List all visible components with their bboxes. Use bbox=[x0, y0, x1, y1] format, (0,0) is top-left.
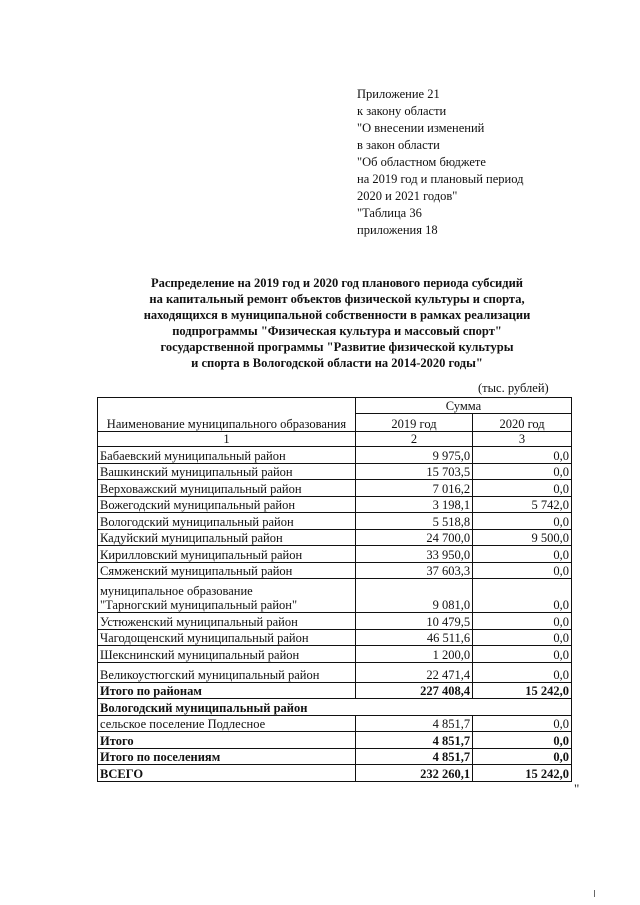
table-row bbox=[98, 715, 572, 732]
amount-2020: 5 742,0 bbox=[473, 496, 572, 513]
amount-2019: 5 518,8 bbox=[355, 513, 472, 530]
table-row bbox=[98, 579, 572, 613]
table-row bbox=[98, 480, 572, 497]
amount-2019: 22 471,4 bbox=[355, 662, 472, 682]
table-row bbox=[98, 529, 572, 546]
amount-2019: 15 703,5 bbox=[355, 463, 472, 480]
amount-2020: 0,0 bbox=[473, 546, 572, 563]
district-name: Верховажский муниципальный район bbox=[98, 480, 356, 497]
title-line: Распределение на 2019 год и 2020 год планового периода субсидий bbox=[151, 276, 523, 290]
amount-2019: 1 200,0 bbox=[355, 646, 472, 663]
amount-2019: 7 016,2 bbox=[355, 480, 472, 497]
section-title: Вологодский муниципальный район bbox=[98, 699, 572, 716]
district-name: Шекснинский муниципальный район bbox=[98, 646, 356, 663]
amount-2020: 0,0 bbox=[473, 646, 572, 663]
table-row bbox=[98, 662, 572, 682]
appendix-line: в закон области bbox=[357, 138, 440, 152]
total-2020: 0,0 bbox=[473, 748, 572, 765]
table-row bbox=[98, 546, 572, 563]
header-sum-group: Сумма bbox=[355, 398, 571, 414]
header-2020: 2020 год bbox=[473, 414, 572, 432]
table-row bbox=[98, 613, 572, 630]
title-line: находящихся в муниципальной собственности в рамках реализации bbox=[143, 308, 531, 322]
total-label: Итого по поселениям bbox=[98, 748, 356, 765]
appendix-line: "О внесении изменений bbox=[357, 121, 485, 135]
amount-2019: 4 851,7 bbox=[355, 715, 472, 732]
amount-2019: 10 479,5 bbox=[355, 613, 472, 630]
page-mark bbox=[594, 890, 595, 897]
grand-total-row bbox=[98, 765, 572, 782]
grand-total-2020: 15 242,0 bbox=[473, 765, 572, 782]
column-number: 3 bbox=[473, 432, 572, 447]
district-name: Устюженский муниципальный район bbox=[98, 613, 356, 630]
grand-total-label: ВСЕГО bbox=[98, 765, 356, 782]
subtotal-label: Итого bbox=[98, 732, 356, 749]
appendix-line: 2020 и 2021 годов" bbox=[357, 189, 458, 203]
units-label: (тыс. рублей) bbox=[478, 381, 549, 395]
district-name: Кадуйский муниципальный район bbox=[98, 529, 356, 546]
table-row bbox=[98, 496, 572, 513]
amount-2020: 0,0 bbox=[473, 613, 572, 630]
appendix-line: к закону области bbox=[357, 104, 447, 118]
subsidy-table bbox=[97, 397, 572, 782]
district-name: Вологодский муниципальный район bbox=[98, 513, 356, 530]
appendix-line: Приложение 21 bbox=[357, 87, 440, 101]
table-header-row bbox=[98, 398, 572, 414]
district-name: Сямженский муниципальный район bbox=[98, 562, 356, 579]
appendix-line: на 2019 год и плановый период bbox=[357, 172, 524, 186]
total-2019: 4 851,7 bbox=[355, 748, 472, 765]
amount-2020: 0,0 bbox=[473, 629, 572, 646]
subtotal-row bbox=[98, 732, 572, 749]
title-line: на капитальный ремонт объектов физической культуры и спорта, bbox=[149, 292, 525, 306]
amount-2019: 3 198,1 bbox=[355, 496, 472, 513]
table-row bbox=[98, 447, 572, 464]
column-number: 1 bbox=[98, 432, 356, 447]
column-number: 2 bbox=[355, 432, 472, 447]
grand-total-2019: 232 260,1 bbox=[355, 765, 472, 782]
settlement-name: сельское поселение Подлесное bbox=[98, 715, 356, 732]
total-2020: 15 242,0 bbox=[473, 682, 572, 699]
table-row bbox=[98, 513, 572, 530]
amount-2020: 0,0 bbox=[473, 480, 572, 497]
district-name: Бабаевский муниципальный район bbox=[98, 447, 356, 464]
amount-2019: 9 975,0 bbox=[355, 447, 472, 464]
appendix-line: "Таблица 36 bbox=[357, 206, 422, 220]
title-line: подпрограммы "Физическая культура и массовый спорт" bbox=[172, 324, 502, 338]
amount-2020: 0,0 bbox=[473, 579, 572, 613]
amount-2019: 9 081,0 bbox=[355, 579, 472, 613]
total-2019: 227 408,4 bbox=[355, 682, 472, 699]
table-row bbox=[98, 562, 572, 579]
amount-2020: 0,0 bbox=[473, 715, 572, 732]
appendix-reference bbox=[357, 86, 523, 239]
total-settlements-row bbox=[98, 748, 572, 765]
total-label: Итого по районам bbox=[98, 682, 356, 699]
amount-2020: 0,0 bbox=[473, 463, 572, 480]
district-name: Вашкинский муниципальный район bbox=[98, 463, 356, 480]
amount-2019: 24 700,0 bbox=[355, 529, 472, 546]
table-row bbox=[98, 646, 572, 663]
district-name: Кирилловский муниципальный район bbox=[98, 546, 356, 563]
amount-2020: 0,0 bbox=[473, 662, 572, 682]
total-districts-row bbox=[98, 682, 572, 699]
district-name-cell bbox=[98, 579, 356, 613]
appendix-line: "Об областном бюджете bbox=[357, 155, 486, 169]
district-name: Чагодощенский муниципальный район bbox=[98, 629, 356, 646]
title-line: государственной программы "Развитие физической культуры bbox=[160, 340, 514, 354]
section-header-row bbox=[98, 699, 572, 716]
document-title bbox=[98, 275, 576, 371]
amount-2020: 9 500,0 bbox=[473, 529, 572, 546]
amount-2020: 0,0 bbox=[473, 513, 572, 530]
header-2019: 2019 год bbox=[355, 414, 472, 432]
district-name: Вожегодский муниципальный район bbox=[98, 496, 356, 513]
amount-2019: 33 950,0 bbox=[355, 546, 472, 563]
column-number-row bbox=[98, 432, 572, 447]
amount-2020: 0,0 bbox=[473, 447, 572, 464]
table-row bbox=[98, 629, 572, 646]
district-name: Великоустюгский муниципальный район bbox=[98, 662, 356, 682]
appendix-line: приложения 18 bbox=[357, 223, 438, 237]
amount-2019: 46 511,6 bbox=[355, 629, 472, 646]
district-name: муниципальное образование bbox=[100, 584, 253, 598]
header-name-column: Наименование муниципального образования bbox=[98, 398, 356, 432]
title-line: и спорта в Вологодской области на 2014-2020 годы" bbox=[191, 356, 483, 370]
table-row bbox=[98, 463, 572, 480]
amount-2019: 37 603,3 bbox=[355, 562, 472, 579]
district-name-continued: "Тарногский муниципальный район" bbox=[100, 598, 298, 612]
subtotal-2019: 4 851,7 bbox=[355, 732, 472, 749]
subtotal-2020: 0,0 bbox=[473, 732, 572, 749]
closing-quote: " bbox=[574, 781, 580, 796]
amount-2020: 0,0 bbox=[473, 562, 572, 579]
